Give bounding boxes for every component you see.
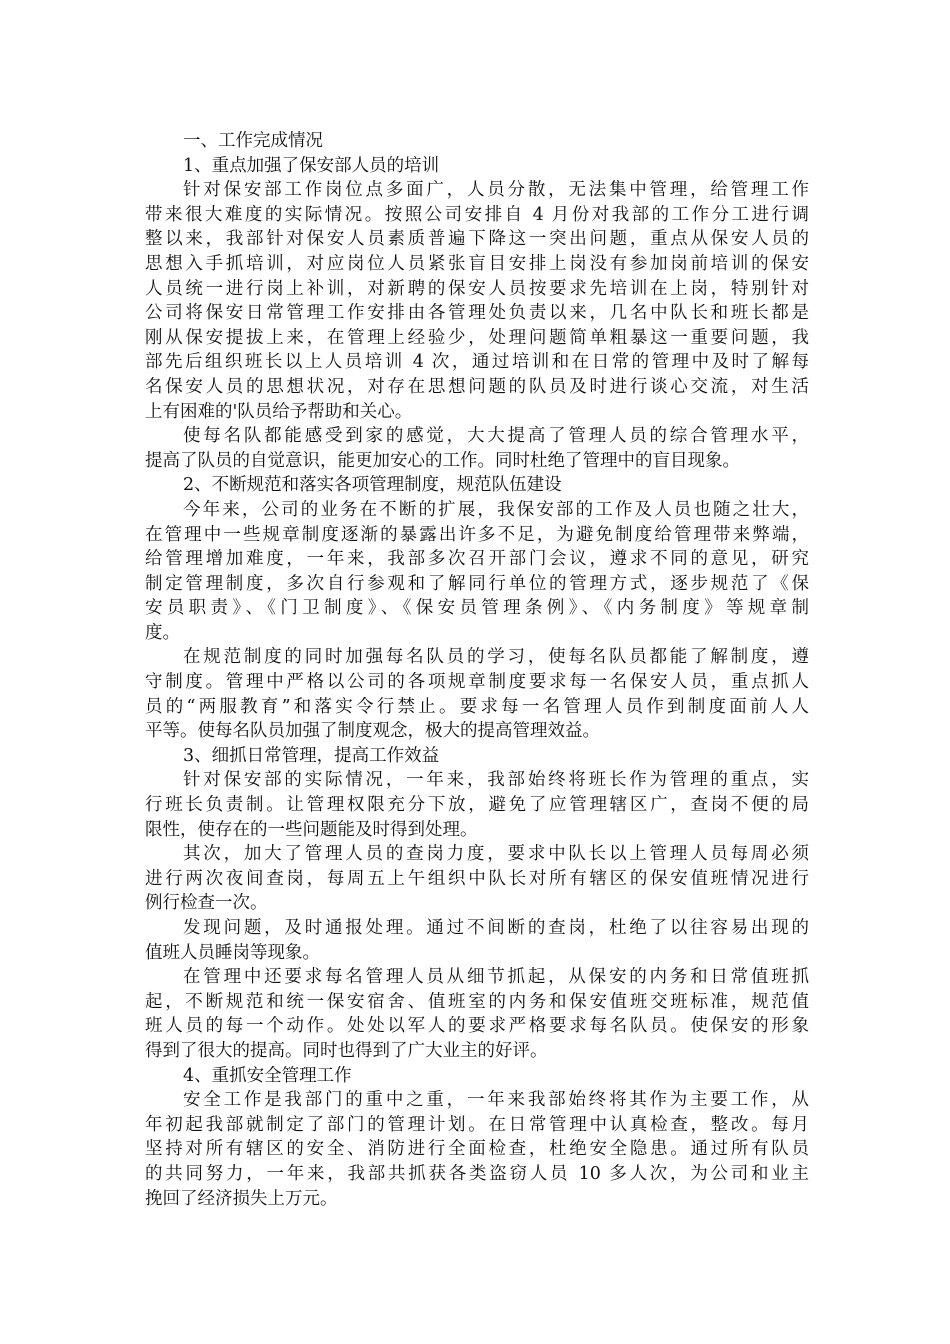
text-line: 刚从保安提拔上来，在管理上经验少，处理问题简单粗暴这一重要问题，我 bbox=[145, 327, 809, 348]
text-line: 针对保安部工作岗位点多面广，人员分散，无法集中管理，给管理工作 bbox=[183, 180, 809, 201]
text-line: 公司将保安日常管理工作安排由各管理处负责以来，几名中队长和班长都是 bbox=[145, 303, 809, 324]
text-line: 员的“两服教育”和落实令行禁止。要求每一名管理人员作到制度面前人人 bbox=[145, 696, 809, 717]
text-line: 例行检查一次。 bbox=[145, 893, 268, 914]
text-line: 在规范制度的同时加强每名队员的学习，使每名队员都能了解制度，遵 bbox=[183, 647, 809, 668]
text-line: 上有困难的'队员给予帮助和关心。 bbox=[145, 401, 413, 422]
text-line: 在管理中还要求每名管理人员从细节抓起，从保安的内务和日常值班抓 bbox=[183, 967, 809, 988]
text-line: 班人员的每一个动作。处处以军人的要求严格要求每名队员。使保安的形象 bbox=[145, 1016, 809, 1037]
text-line: 值班人员睡岗等现象。 bbox=[145, 942, 320, 963]
text-line: 3、细抓日常管理，提高工作效益 bbox=[183, 745, 440, 766]
text-line: 整以来，我部针对保安人员素质普遍下降这一突出问题，重点从保安人员的 bbox=[145, 229, 809, 250]
text-line: 行班长负责制。让管理权限充分下放，避免了应管理辖区广，查岗不便的局 bbox=[145, 795, 809, 816]
text-line: 2、不断规范和落实各项管理制度，规范队伍建设 bbox=[183, 475, 562, 496]
text-line: 发现问题，及时通报处理。通过不间断的查岗，杜绝了以往容易出现的 bbox=[183, 918, 809, 938]
text-line: 进行两次夜间查岗，每周五上午组织中队长对所有辖区的保安值班情况进行 bbox=[145, 868, 809, 889]
text-line: 部先后组织班长以上人员培训 4 次，通过培训和在日常的管理中及时了解每 bbox=[145, 352, 809, 373]
text-line: 4、重抓安全管理工作 bbox=[183, 1065, 352, 1086]
text-line: 针对保安部的实际情况，一年来，我部始终将班长作为管理的重点，实 bbox=[183, 770, 809, 791]
text-line: 得到了很大的提高。同时也得到了广大业主的好评。 bbox=[145, 1040, 548, 1061]
text-line: 1、重点加强了保安部人员的培训 bbox=[183, 155, 440, 176]
text-line: 度。 bbox=[145, 622, 180, 643]
text-line: 名保安人员的思想状况，对存在思想问题的队员及时进行谈心交流，对生活 bbox=[145, 376, 809, 397]
text-line: 年初起我部就制定了部门的管理计划。在日常管理中认真检查，整改。每月 bbox=[145, 1114, 809, 1135]
text-line: 一、工作完成情况 bbox=[183, 131, 323, 151]
text-line: 的共同努力，一年来，我部共抓获各类盗窃人员 10 多人次，为公司和业主 bbox=[145, 1163, 809, 1184]
text-line: 平等。使每名队员加强了制度观念，极大的提高管理效益。 bbox=[145, 721, 600, 742]
text-line: 安全工作是我部门的重中之重，一年来我部始终将其作为主要工作，从 bbox=[183, 1090, 809, 1111]
text-line: 起，不断规范和统一保安宿舍、值班室的内务和保安值班交班标准，规范值 bbox=[145, 991, 809, 1012]
text-line: 制定管理制度，多次自行参观和了解同行单位的管理方式，逐步规范了《保 bbox=[145, 573, 809, 594]
text-line: 思想入手抓培训，对应岗位人员紧张盲目安排上岗没有参加岗前培训的保安 bbox=[145, 253, 809, 274]
text-line: 给管理增加难度，一年来，我部多次召开部门会议，遵求不同的意见，研究 bbox=[145, 549, 809, 570]
text-line: 带来很大难度的实际情况。按照公司安排自 4 月份对我部的工作分工进行调 bbox=[145, 204, 809, 225]
text-line: 坚持对所有辖区的安全、消防进行全面检查，杜绝安全隐患。通过所有队员 bbox=[145, 1139, 809, 1160]
text-line: 使每名队都能感受到家的感觉，大大提高了管理人员的综合管理水平， bbox=[183, 426, 809, 447]
text-line: 今年来，公司的业务在不断的扩展，我保安部的工作及人员也随之壮大， bbox=[183, 499, 809, 520]
text-line: 提高了队员的自觉意识，能更加安心的工作。同时杜绝了管理中的盲目现象。 bbox=[145, 450, 740, 471]
text-line: 安员职责》、《门卫制度》、《保安员管理条例》、《内务制度》等规章制 bbox=[145, 598, 809, 619]
document-page bbox=[145, 129, 809, 1211]
text-line: 在管理中一些规章制度逐渐的暴露出许多不足，为避免制度给管理带来弊端， bbox=[145, 524, 809, 545]
text-line: 人员统一进行岗上补训，对新聘的保安人员按要求先培训在上岗，特别针对 bbox=[145, 278, 809, 299]
text-line: 守制度。管理中严格以公司的各项规章制度要求每一名保安人员，重点抓人 bbox=[145, 672, 809, 693]
text-line: 限性，使存在的一些问题能及时得到处理。 bbox=[145, 819, 478, 840]
text-line: 挽回了经济损失上万元。 bbox=[145, 1188, 338, 1209]
text-line: 其次，加大了管理人员的查岗力度，要求中队长以上管理人员每周必须 bbox=[183, 844, 809, 865]
